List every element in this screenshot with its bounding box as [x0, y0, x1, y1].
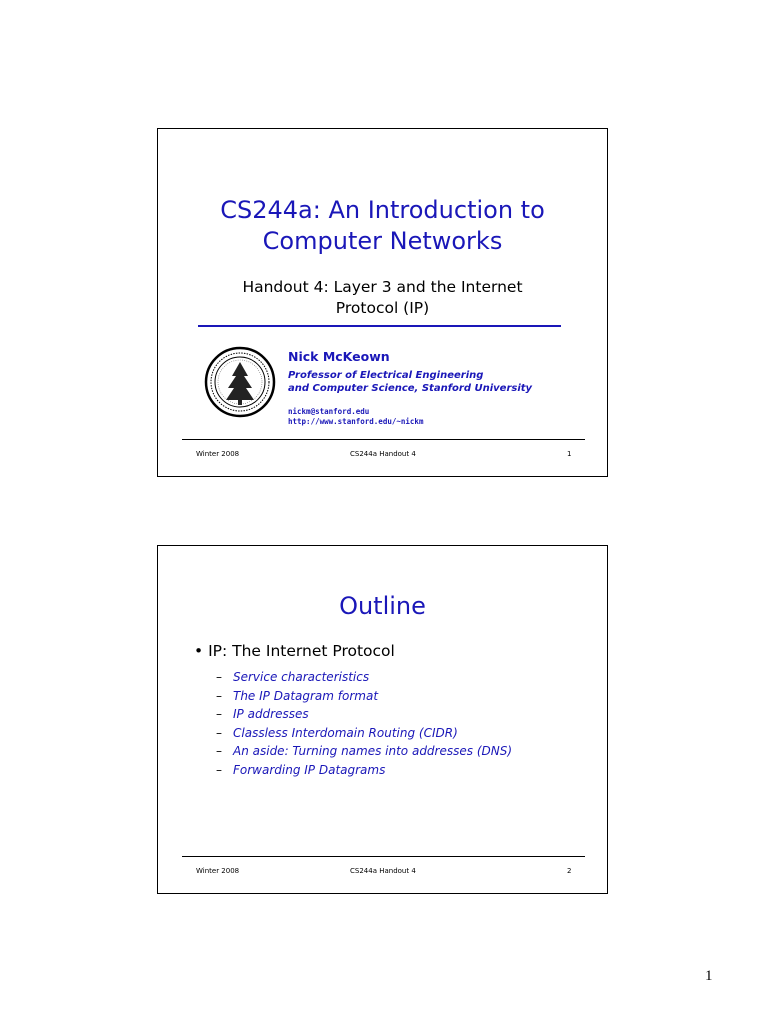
footer-handout: CS244a Handout 4: [350, 450, 416, 458]
title-divider: [198, 325, 561, 327]
author-contact: [288, 407, 423, 427]
footer-divider: [182, 856, 585, 857]
footer-term: Winter 2008: [196, 450, 240, 458]
author-title-line-2: and Computer Science, Stanford University: [288, 383, 533, 394]
list-item: – Classless Interdomain Routing (CIDR): [216, 725, 458, 740]
slide-1-title: [158, 195, 607, 257]
slide-1-subtitle-line-1: Handout 4: Layer 3 and the Internet: [242, 278, 523, 296]
slide-2-title: Outline: [339, 592, 426, 620]
list-item: – The IP Datagram format: [216, 688, 379, 703]
author-email: nickm@stanford.edu: [288, 407, 370, 416]
footer-slide-number: 2: [567, 867, 572, 875]
author-title-line-1: Professor of Electrical Engineering: [288, 370, 484, 381]
list-item: – Forwarding IP Datagrams: [216, 762, 386, 777]
slide-1: [157, 128, 608, 477]
slide-1-subtitle-line-2: Protocol (IP): [335, 299, 430, 317]
footer-slide-number: 1: [567, 450, 572, 458]
outline-main-bullet-text: IP: The Internet Protocol: [208, 642, 395, 660]
author-url: http://www.stanford.edu/~nickm: [288, 417, 424, 426]
list-item: – Service characteristics: [216, 670, 370, 684]
page-number: 1: [705, 968, 713, 984]
outline-main-bullet: [194, 642, 395, 660]
author-name: Nick McKeown: [288, 349, 390, 364]
stanford-seal-icon: [204, 346, 276, 418]
list-item: – IP addresses: [216, 707, 309, 722]
slide-1-title-line-2: Computer Networks: [262, 227, 503, 255]
footer-handout: CS244a Handout 4: [350, 867, 416, 875]
slide-1-subtitle: [158, 277, 607, 319]
bullet-marker: •: [194, 642, 209, 660]
outline-subitems: [216, 668, 512, 780]
list-item: – An aside: Turning names into addresses (DNS): [216, 744, 513, 759]
footer-term: Winter 2008: [196, 867, 240, 875]
footer-divider: [182, 439, 585, 440]
slide-1-title-line-1: CS244a: An Introduction to: [220, 196, 545, 224]
author-title: [288, 369, 532, 395]
slide-2: [157, 545, 608, 894]
